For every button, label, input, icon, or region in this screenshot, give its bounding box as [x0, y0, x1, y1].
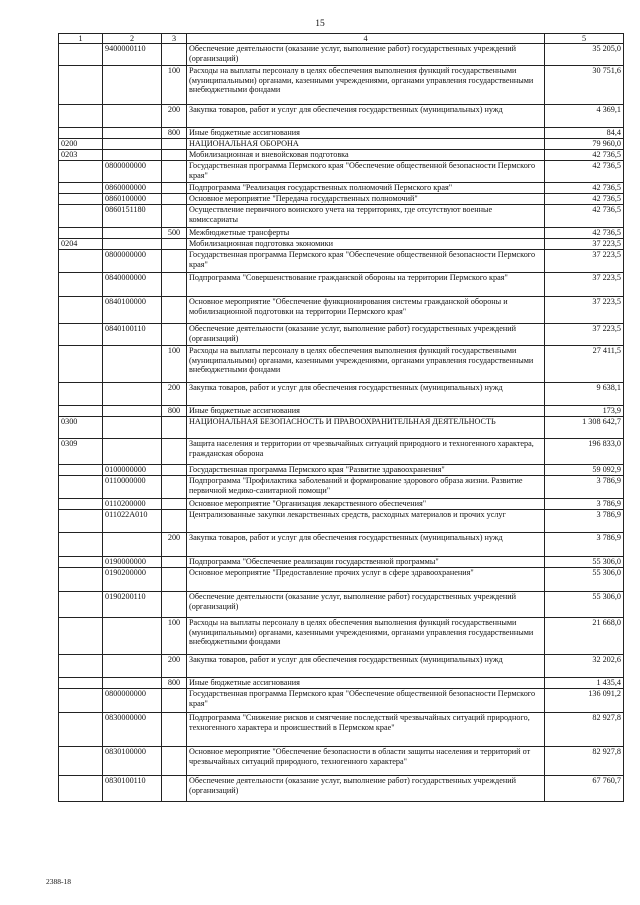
- section-code-cell: [59, 568, 103, 592]
- expense-type-cell: [162, 150, 187, 161]
- amount-cell: 67 760,7: [545, 776, 624, 802]
- amount-cell: 3 786,9: [545, 476, 624, 499]
- target-article-cell: [103, 139, 162, 150]
- expense-type-cell: [162, 194, 187, 205]
- table-row: [59, 161, 624, 183]
- section-code-cell: [59, 346, 103, 383]
- expense-type-cell: 200: [162, 105, 187, 128]
- description-cell: Закупка товаров, работ и услуг для обеспечения государственных (муниципальных) нужд: [187, 105, 545, 128]
- table-row: [59, 183, 624, 194]
- target-article-cell: [103, 128, 162, 139]
- target-article-cell: [103, 228, 162, 239]
- description-cell: Государственная программа Пермского края "Обеспечение общественной безопасности Пермского края": [187, 689, 545, 713]
- description-cell: Обеспечение деятельности (оказание услуг, выполнение работ) государственных учреждений (организаций): [187, 776, 545, 802]
- section-code-cell: [59, 510, 103, 533]
- target-article-cell: 0860100000: [103, 194, 162, 205]
- target-article-cell: [103, 618, 162, 655]
- amount-cell: 42 736,5: [545, 161, 624, 183]
- target-article-cell: 0800000000: [103, 250, 162, 273]
- expense-type-cell: [162, 273, 187, 297]
- table-row: [59, 776, 624, 802]
- amount-cell: 42 736,5: [545, 183, 624, 194]
- amount-cell: 82 927,8: [545, 713, 624, 747]
- page-number: 15: [315, 19, 325, 29]
- section-code-cell: 0309: [59, 439, 103, 465]
- section-code-cell: [59, 747, 103, 776]
- section-code-cell: [59, 383, 103, 406]
- section-code-cell: 0200: [59, 139, 103, 150]
- amount-cell: 21 668,0: [545, 618, 624, 655]
- table-row: [59, 297, 624, 324]
- expense-type-cell: [162, 510, 187, 533]
- header-cell-5: 5: [545, 34, 624, 44]
- target-article-cell: 0800000000: [103, 689, 162, 713]
- table-row: [59, 205, 624, 228]
- amount-cell: 3 786,9: [545, 533, 624, 557]
- table-row: [59, 510, 624, 533]
- amount-cell: 196 833,0: [545, 439, 624, 465]
- description-cell: Расходы на выплаты персоналу в целях обеспечения выполнения функций государственными (муниципальными) органами, казенными учреждениями, органами управления государственными внебюджетными фондами: [187, 618, 545, 655]
- amount-cell: 173,9: [545, 406, 624, 417]
- target-article-cell: 0830000000: [103, 713, 162, 747]
- expense-type-cell: [162, 476, 187, 499]
- table-row: [59, 476, 624, 499]
- target-article-cell: [103, 533, 162, 557]
- target-article-cell: [103, 406, 162, 417]
- budget-table-body: [59, 44, 624, 802]
- table-row: [59, 499, 624, 510]
- section-code-cell: [59, 476, 103, 499]
- amount-cell: 1 308 642,7: [545, 417, 624, 439]
- target-article-cell: [103, 678, 162, 689]
- amount-cell: 37 223,5: [545, 297, 624, 324]
- expense-type-cell: 200: [162, 533, 187, 557]
- table-row: [59, 568, 624, 592]
- header-row: [59, 34, 624, 44]
- expense-type-cell: [162, 713, 187, 747]
- amount-cell: 37 223,5: [545, 250, 624, 273]
- target-article-cell: [103, 655, 162, 678]
- target-article-cell: 0190200110: [103, 592, 162, 618]
- table-row: [59, 346, 624, 383]
- table-row: [59, 689, 624, 713]
- target-article-cell: 0840100000: [103, 297, 162, 324]
- section-code-cell: [59, 618, 103, 655]
- table-row: [59, 324, 624, 346]
- table-row: [59, 417, 624, 439]
- table-row: [59, 128, 624, 139]
- expense-type-cell: [162, 161, 187, 183]
- amount-cell: 9 638,1: [545, 383, 624, 406]
- document-code: 2388-18: [46, 877, 71, 886]
- section-code-cell: [59, 533, 103, 557]
- table-row: [59, 228, 624, 239]
- expense-type-cell: [162, 417, 187, 439]
- amount-cell: 42 736,5: [545, 194, 624, 205]
- target-article-cell: 011022А010: [103, 510, 162, 533]
- description-cell: Закупка товаров, работ и услуг для обеспечения государственных (муниципальных) нужд: [187, 655, 545, 678]
- description-cell: НАЦИОНАЛЬНАЯ БЕЗОПАСНОСТЬ И ПРАВООХРАНИТЕЛЬНАЯ ДЕЯТЕЛЬНОСТЬ: [187, 417, 545, 439]
- table-row: [59, 139, 624, 150]
- target-article-cell: 0190200000: [103, 568, 162, 592]
- expense-type-cell: [162, 205, 187, 228]
- expense-type-cell: [162, 499, 187, 510]
- description-cell: Закупка товаров, работ и услуг для обеспечения государственных (муниципальных) нужд: [187, 533, 545, 557]
- expense-type-cell: [162, 557, 187, 568]
- section-code-cell: 0300: [59, 417, 103, 439]
- amount-cell: 82 927,8: [545, 747, 624, 776]
- description-cell: Государственная программа Пермского края "Обеспечение общественной безопасности Пермского края": [187, 161, 545, 183]
- table-row: [59, 592, 624, 618]
- description-cell: Подпрограмма "Реализация государственных полномочий Пермского края": [187, 183, 545, 194]
- description-cell: Государственная программа Пермского края "Обеспечение общественной безопасности Пермского края": [187, 250, 545, 273]
- description-cell: Основное мероприятие "Передача государственных полномочий": [187, 194, 545, 205]
- section-code-cell: [59, 592, 103, 618]
- section-code-cell: [59, 183, 103, 194]
- expense-type-cell: [162, 324, 187, 346]
- expense-type-cell: 100: [162, 346, 187, 383]
- section-code-cell: [59, 297, 103, 324]
- header-cell-1: 1: [59, 34, 103, 44]
- target-article-cell: 9400000110: [103, 44, 162, 66]
- expense-type-cell: 100: [162, 66, 187, 105]
- table-row: [59, 66, 624, 105]
- section-code-cell: [59, 228, 103, 239]
- description-cell: Обеспечение деятельности (оказание услуг, выполнение работ) государственных учреждений (организаций): [187, 44, 545, 66]
- description-cell: Подпрограмма "Снижение рисков и смягчение последствий чрезвычайных ситуаций природного, техногенного характера и происшествий в Пермском крае": [187, 713, 545, 747]
- table-row: [59, 383, 624, 406]
- description-cell: Осуществление первичного воинского учета на территориях, где отсутствуют военные комиссариаты: [187, 205, 545, 228]
- target-article-cell: [103, 66, 162, 105]
- expense-type-cell: [162, 776, 187, 802]
- amount-cell: 35 205,0: [545, 44, 624, 66]
- description-cell: Основное мероприятие "Обеспечение функционирования системы гражданской обороны и мобилизационной подготовки на территории Пермского края": [187, 297, 545, 324]
- section-code-cell: [59, 655, 103, 678]
- expense-type-cell: 100: [162, 618, 187, 655]
- expense-type-cell: [162, 139, 187, 150]
- table-row: [59, 250, 624, 273]
- expense-type-cell: [162, 250, 187, 273]
- description-cell: НАЦИОНАЛЬНАЯ ОБОРОНА: [187, 139, 545, 150]
- description-cell: Иные бюджетные ассигнования: [187, 678, 545, 689]
- header-cell-3: 3: [162, 34, 187, 44]
- description-cell: Основное мероприятие "Организация лекарственного обеспечения": [187, 499, 545, 510]
- amount-cell: 32 202,6: [545, 655, 624, 678]
- section-code-cell: [59, 205, 103, 228]
- table-row: [59, 439, 624, 465]
- amount-cell: 42 736,5: [545, 205, 624, 228]
- table-row: [59, 150, 624, 161]
- amount-cell: 55 306,0: [545, 557, 624, 568]
- table-row: [59, 655, 624, 678]
- expense-type-cell: [162, 239, 187, 250]
- table-row: [59, 678, 624, 689]
- expense-type-cell: [162, 465, 187, 476]
- header-cell-4: 4: [187, 34, 545, 44]
- expense-type-cell: [162, 44, 187, 66]
- target-article-cell: 0840100110: [103, 324, 162, 346]
- amount-cell: 37 223,5: [545, 273, 624, 297]
- expense-type-cell: [162, 689, 187, 713]
- expense-type-cell: 500: [162, 228, 187, 239]
- table-row: [59, 273, 624, 297]
- section-code-cell: 0204: [59, 239, 103, 250]
- description-cell: Закупка товаров, работ и услуг для обеспечения государственных (муниципальных) нужд: [187, 383, 545, 406]
- target-article-cell: [103, 417, 162, 439]
- section-code-cell: [59, 713, 103, 747]
- target-article-cell: [103, 239, 162, 250]
- table-row: [59, 465, 624, 476]
- description-cell: Межбюджетные трансферты: [187, 228, 545, 239]
- description-cell: Подпрограмма "Обеспечение реализации государственной программы": [187, 557, 545, 568]
- target-article-cell: [103, 383, 162, 406]
- expense-type-cell: [162, 439, 187, 465]
- table-row: [59, 533, 624, 557]
- table-row: [59, 557, 624, 568]
- amount-cell: 30 751,6: [545, 66, 624, 105]
- description-cell: Обеспечение деятельности (оказание услуг, выполнение работ) государственных учреждений (организаций): [187, 592, 545, 618]
- amount-cell: 4 369,1: [545, 105, 624, 128]
- budget-table: [58, 33, 624, 802]
- section-code-cell: [59, 128, 103, 139]
- section-code-cell: [59, 273, 103, 297]
- description-cell: Подпрограмма "Совершенствование гражданской обороны на территории Пермского края": [187, 273, 545, 297]
- header-cell-2: 2: [103, 34, 162, 44]
- amount-cell: 59 092,9: [545, 465, 624, 476]
- description-cell: Подпрограмма "Профилактика заболеваний и формирование здорового образа жизни. Развитие первичной медико-санитарной помощи": [187, 476, 545, 499]
- section-code-cell: [59, 194, 103, 205]
- expense-type-cell: [162, 592, 187, 618]
- section-code-cell: 0203: [59, 150, 103, 161]
- description-cell: Государственная программа Пермского края "Развитие здравоохранения": [187, 465, 545, 476]
- description-cell: Расходы на выплаты персоналу в целях обеспечения выполнения функций государственными (муниципальными) органами, казенными учреждениями, органами управления государственными внебюджетными фондами: [187, 66, 545, 105]
- target-article-cell: [103, 346, 162, 383]
- table-row: [59, 194, 624, 205]
- section-code-cell: [59, 44, 103, 66]
- description-cell: Обеспечение деятельности (оказание услуг, выполнение работ) государственных учреждений (организаций): [187, 324, 545, 346]
- section-code-cell: [59, 465, 103, 476]
- amount-cell: 84,4: [545, 128, 624, 139]
- expense-type-cell: [162, 568, 187, 592]
- expense-type-cell: [162, 183, 187, 194]
- expense-type-cell: 200: [162, 655, 187, 678]
- target-article-cell: 0830100000: [103, 747, 162, 776]
- table-row: [59, 239, 624, 250]
- amount-cell: 79 960,0: [545, 139, 624, 150]
- section-code-cell: [59, 66, 103, 105]
- description-cell: Мобилизационная подготовка экономики: [187, 239, 545, 250]
- description-cell: Основное мероприятие "Обеспечение безопасности в области защиты населения и территорий от чрезвычайных ситуаций природного, техногенного характера": [187, 747, 545, 776]
- target-article-cell: 0110000000: [103, 476, 162, 499]
- table-row: [59, 406, 624, 417]
- table-row: [59, 105, 624, 128]
- amount-cell: 136 091,2: [545, 689, 624, 713]
- description-cell: Расходы на выплаты персоналу в целях обеспечения выполнения функций государственными (муниципальными) органами, казенными учреждениями, органами управления государственными внебюджетными фондами: [187, 346, 545, 383]
- amount-cell: 27 411,5: [545, 346, 624, 383]
- description-cell: Основное мероприятие "Предоставление прочих услуг в сфере здравоохранения": [187, 568, 545, 592]
- expense-type-cell: 200: [162, 383, 187, 406]
- table-row: [59, 618, 624, 655]
- description-cell: Централизованные закупки лекарственных средств, расходных материалов и прочих услуг: [187, 510, 545, 533]
- section-code-cell: [59, 557, 103, 568]
- expense-type-cell: 800: [162, 406, 187, 417]
- description-cell: Защита населения и территории от чрезвычайных ситуаций природного и техногенного характера, гражданская оборона: [187, 439, 545, 465]
- target-article-cell: 0840000000: [103, 273, 162, 297]
- amount-cell: 37 223,5: [545, 324, 624, 346]
- description-cell: Иные бюджетные ассигнования: [187, 406, 545, 417]
- amount-cell: 1 435,4: [545, 678, 624, 689]
- section-code-cell: [59, 499, 103, 510]
- target-article-cell: 0830100110: [103, 776, 162, 802]
- description-cell: Мобилизационная и вневойсковая подготовка: [187, 150, 545, 161]
- section-code-cell: [59, 689, 103, 713]
- section-code-cell: [59, 776, 103, 802]
- expense-type-cell: [162, 297, 187, 324]
- expense-type-cell: [162, 747, 187, 776]
- expense-type-cell: 800: [162, 678, 187, 689]
- amount-cell: 42 736,5: [545, 228, 624, 239]
- amount-cell: 55 306,0: [545, 592, 624, 618]
- table-row: [59, 713, 624, 747]
- section-code-cell: [59, 105, 103, 128]
- target-article-cell: [103, 439, 162, 465]
- target-article-cell: 0100000000: [103, 465, 162, 476]
- amount-cell: 42 736,5: [545, 150, 624, 161]
- table-row: [59, 747, 624, 776]
- section-code-cell: [59, 250, 103, 273]
- section-code-cell: [59, 406, 103, 417]
- amount-cell: 3 786,9: [545, 510, 624, 533]
- section-code-cell: [59, 678, 103, 689]
- amount-cell: 55 306,0: [545, 568, 624, 592]
- target-article-cell: 0860000000: [103, 183, 162, 194]
- description-cell: Иные бюджетные ассигнования: [187, 128, 545, 139]
- target-article-cell: 0800000000: [103, 161, 162, 183]
- section-code-cell: [59, 324, 103, 346]
- target-article-cell: 0190000000: [103, 557, 162, 568]
- table-row: [59, 44, 624, 66]
- amount-cell: 3 786,9: [545, 499, 624, 510]
- amount-cell: 37 223,5: [545, 239, 624, 250]
- section-code-cell: [59, 161, 103, 183]
- target-article-cell: 0860151180: [103, 205, 162, 228]
- target-article-cell: [103, 105, 162, 128]
- target-article-cell: 0110200000: [103, 499, 162, 510]
- expense-type-cell: 800: [162, 128, 187, 139]
- target-article-cell: [103, 150, 162, 161]
